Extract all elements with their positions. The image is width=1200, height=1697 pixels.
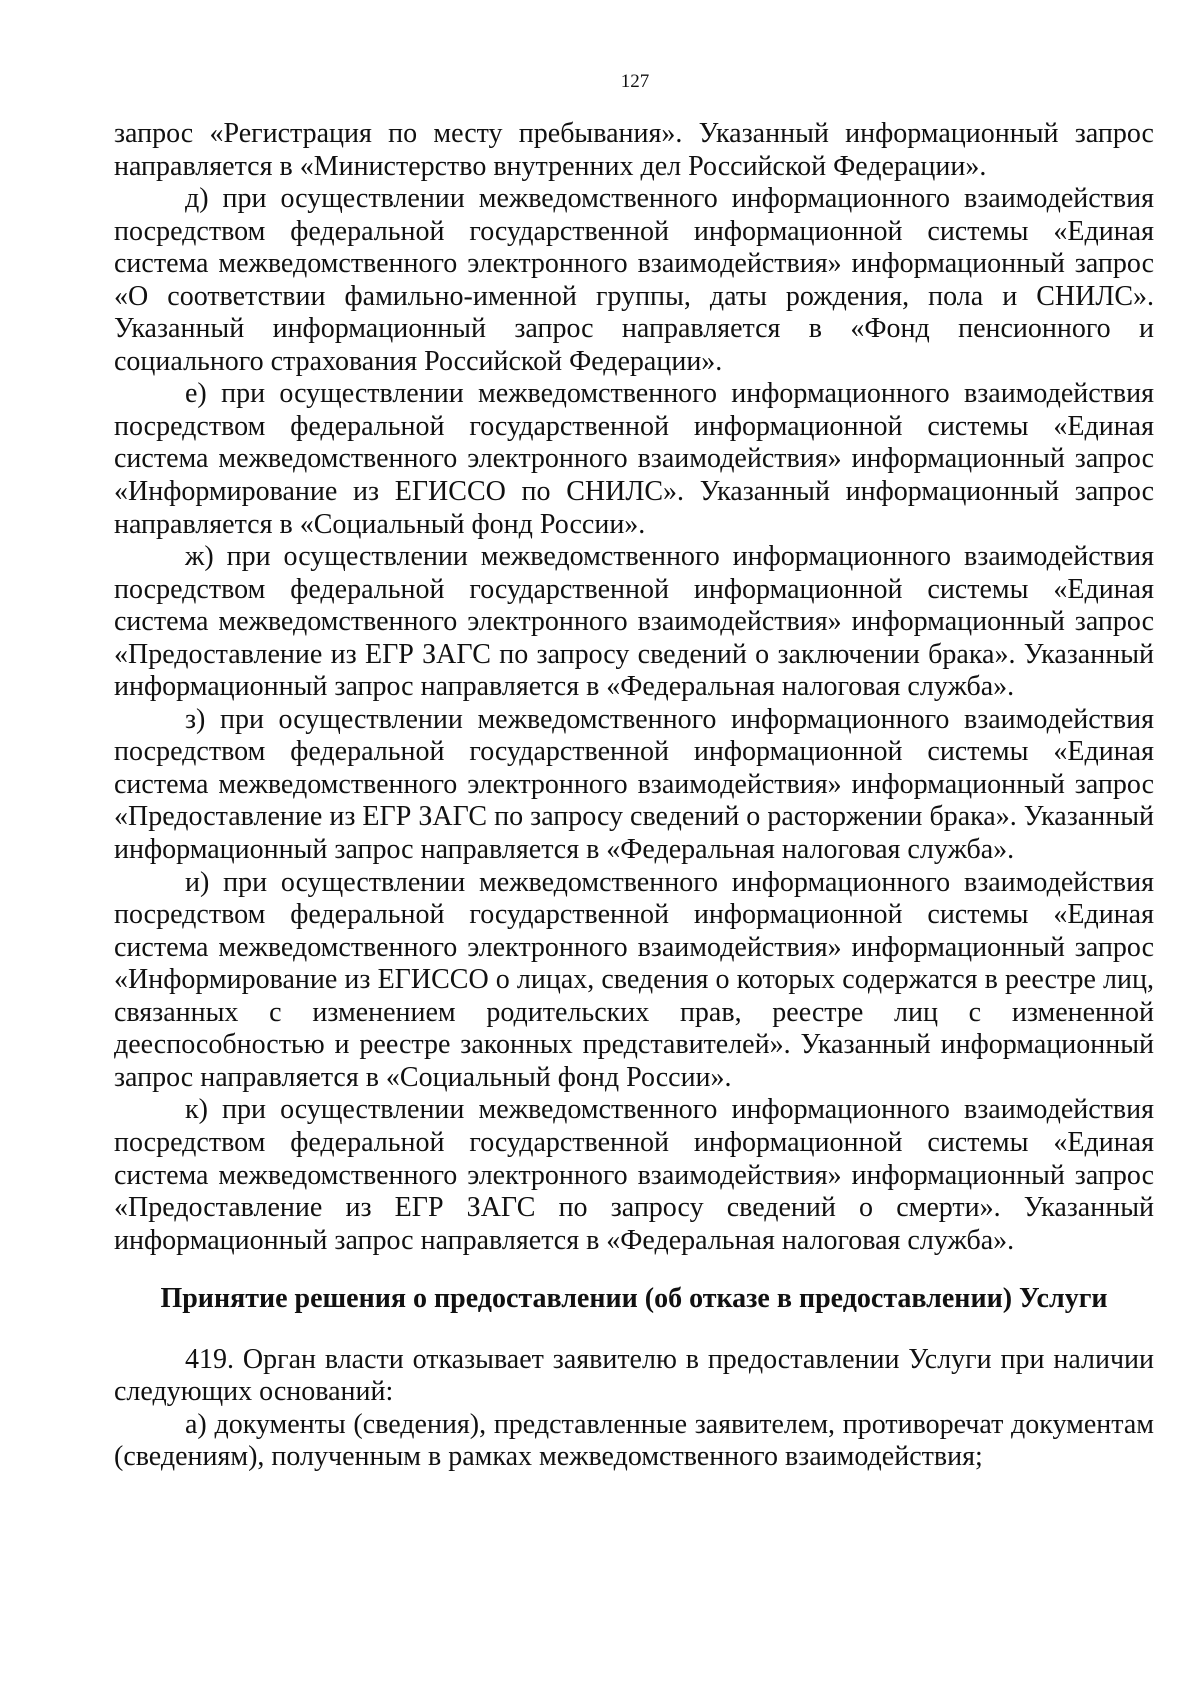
paragraph-item-i: и) при осуществлении межведомственного информационного взаимодействия посредством федеральной государственной информационной системы «Единая система межведомственного электронного взаимодействия» информационный запрос «Информирование из ЕГИССО о лицах, сведения о которых содержатся в реестре лиц, связанных с изменением родительских прав, реестре лиц с измененной дееспособностью и реестре законных представителей». Указанный информационный запрос направляется в «Социальный фонд России».: [114, 866, 1154, 1093]
paragraph-item-d: д) при осуществлении межведомственного информационного взаимодействия посредством федеральной государственной информационной системы «Единая система межведомственного электронного взаимодействия» информационный запрос «О соответствии фамильно-именной группы, даты рождения, пола и СНИЛС». Указанный информационный запрос направляется в «Фонд пенсионного и социального страхования Российской Федерации».: [114, 183, 1154, 377]
paragraph-item-z: з) при осуществлении межведомственного информационного взаимодействия посредством федеральной государственной информационной системы «Единая система межведомственного электронного взаимодействия» информационный запрос «Предоставление из ЕГР ЗАГС по запросу сведений о расторжении брака». Указанный информационный запрос направляется в «Федеральная налоговая служба».: [114, 703, 1154, 866]
paragraph-item-zh: ж) при осуществлении межведомственного информационного взаимодействия посредством федеральной государственной информационной системы «Единая система межведомственного электронного взаимодействия» информационный запрос «Предоставление из ЕГР ЗАГС по запросу сведений о заключении брака». Указанный информационный запрос направляется в «Федеральная налоговая служба».: [114, 541, 1154, 703]
paragraph-item-e: е) при осуществлении межведомственного информационного взаимодействия посредством федеральной государственной информационной системы «Единая система межведомственного электронного взаимодействия» информационный запрос «Информирование из ЕГИССО по СНИЛС». Указанный информационный запрос направляется в «Социальный фонд России».: [114, 378, 1154, 540]
paragraph-item-k: к) при осуществлении межведомственного информационного взаимодействия посредством федеральной государственной информационной системы «Единая система межведомственного электронного взаимодействия» информационный запрос «Предоставление из ЕГР ЗАГС по запросу сведений о смерти». Указанный информационный запрос направляется в «Федеральная налоговая служба».: [114, 1094, 1154, 1256]
page-number: 127: [620, 71, 650, 92]
section-heading: Принятие решения о предоставлении (об отказе в предоставлении) Услуги: [160, 1283, 1108, 1315]
paragraph-item-a: а) документы (сведения), представленные заявителем, противоречат документам (сведениям), полученным в рамках межведомственного взаимодействия;: [114, 1408, 1154, 1473]
paragraph-419: 419. Орган власти отказывает заявителю в предоставлении Услуги при наличии следующих оснований:: [114, 1343, 1154, 1408]
document-body: [114, 118, 1154, 1474]
paragraph-continuation: запрос «Регистрация по месту пребывания». Указанный информационный запрос направляется в «Министерство внутренних дел Российской Федерации».: [114, 118, 1154, 182]
